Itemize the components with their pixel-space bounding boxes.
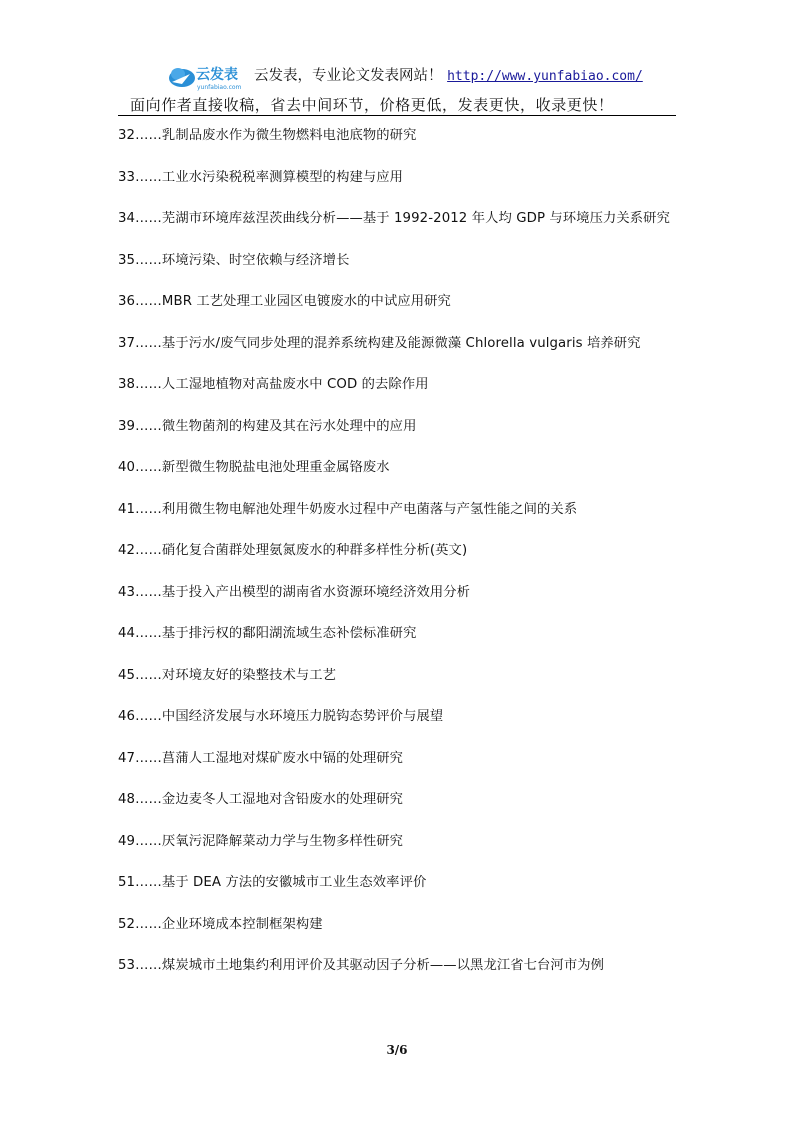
entry-title: 基于污水/废气同步处理的混养系统构建及能源微藻 Chlorella vulgaris 培养研究 bbox=[161, 335, 641, 351]
entry-number: 48 bbox=[118, 792, 136, 807]
header-url-link[interactable]: http://www.yunfabiao.com/ bbox=[447, 69, 643, 84]
entry-dots: …… bbox=[135, 418, 162, 434]
entry-title: 工业水污染税税率测算模型的构建与应用 bbox=[161, 169, 404, 185]
header-divider bbox=[118, 115, 676, 116]
entry-title: 乳制品废水作为微生物燃料电池底物的研究 bbox=[161, 128, 417, 143]
entry-dots: …… bbox=[135, 128, 162, 143]
page-number: 3/6 bbox=[386, 1043, 408, 1057]
list-item bbox=[118, 915, 680, 935]
entry-number: 40 bbox=[118, 460, 136, 475]
entry-title: 微生物菌剂的构建及其在污水处理中的应用 bbox=[161, 418, 417, 434]
list-item bbox=[118, 209, 680, 229]
entry-title: 利用微生物电解池处理牛奶废水过程中产电菌落与产氢性能之间的关系 bbox=[161, 501, 578, 517]
list-item bbox=[118, 707, 680, 727]
entry-dots: …… bbox=[135, 916, 162, 932]
entry-dots: …… bbox=[135, 169, 162, 185]
entry-number: 34 bbox=[118, 211, 136, 226]
entry-number: 49 bbox=[118, 833, 136, 849]
entry-dots: …… bbox=[135, 501, 162, 517]
entry-number: 51 bbox=[118, 875, 136, 890]
entry-number: 41 bbox=[118, 501, 136, 517]
entry-title: 人工湿地植物对高盐废水中 COD 的去除作用 bbox=[161, 377, 429, 392]
list-item bbox=[118, 873, 680, 893]
entry-dots: …… bbox=[135, 958, 162, 973]
entry-dots: …… bbox=[135, 626, 162, 641]
list-item bbox=[118, 168, 680, 188]
entry-dots: …… bbox=[135, 335, 162, 351]
entry-number: 45 bbox=[118, 667, 136, 683]
entry-dots: …… bbox=[135, 211, 162, 226]
header-tagline bbox=[254, 64, 643, 85]
entry-title: 基于 DEA 方法的安徽城市工业生态效率评价 bbox=[161, 875, 427, 890]
entry-number: 47 bbox=[118, 750, 136, 766]
list-item bbox=[118, 541, 680, 561]
entry-title: 厌氧污泥降解菜动力学与生物多样性研究 bbox=[161, 833, 404, 849]
entry-dots: …… bbox=[135, 584, 162, 600]
entry-number: 37 bbox=[118, 335, 136, 351]
list-item bbox=[118, 292, 680, 312]
svg-text:云发表: 云发表 bbox=[196, 67, 238, 83]
entry-number: 46 bbox=[118, 709, 136, 724]
list-item bbox=[118, 956, 680, 976]
entry-title: 基于投入产出模型的湖南省水资源环境经济效用分析 bbox=[161, 584, 471, 600]
entry-title: 对环境友好的染整技术与工艺 bbox=[161, 667, 337, 683]
list-item bbox=[118, 749, 680, 769]
list-item bbox=[118, 334, 680, 354]
entry-dots: …… bbox=[135, 792, 162, 807]
entry-dots: …… bbox=[135, 252, 162, 268]
entry-dots: …… bbox=[135, 833, 162, 849]
list-item bbox=[118, 832, 680, 852]
entry-number: 32 bbox=[118, 128, 136, 143]
entry-dots: …… bbox=[135, 543, 162, 558]
article-list bbox=[118, 126, 680, 998]
header-site-slogan: 云发表，专业论文发表网站！ bbox=[254, 68, 443, 84]
list-item bbox=[118, 500, 680, 520]
entry-number: 35 bbox=[118, 252, 136, 268]
header-subtitle: 面向作者直接收稿，省去中间环节，价格更低，发表更快，收录更快！ bbox=[130, 96, 614, 114]
entry-number: 43 bbox=[118, 584, 136, 600]
entry-number: 44 bbox=[118, 626, 136, 641]
entry-dots: …… bbox=[135, 377, 162, 392]
entry-number: 33 bbox=[118, 169, 136, 185]
entry-number: 42 bbox=[118, 543, 136, 558]
svg-text:yunfabiao.com: yunfabiao.com bbox=[197, 84, 242, 91]
entry-title: 环境污染、时空依赖与经济增长 bbox=[161, 252, 350, 268]
entry-dots: …… bbox=[135, 460, 162, 475]
list-item bbox=[118, 458, 680, 478]
list-item bbox=[118, 790, 680, 810]
list-item bbox=[118, 583, 680, 603]
entry-dots: …… bbox=[135, 709, 162, 724]
entry-title: 企业环境成本控制框架构建 bbox=[161, 916, 323, 932]
entry-title: 煤炭城市土地集约利用评价及其驱动因子分析——以黑龙江省七台河市为例 bbox=[161, 958, 605, 973]
list-item bbox=[118, 251, 680, 271]
entry-title: 中国经济发展与水环境压力脱钩态势评价与展望 bbox=[161, 709, 444, 724]
list-item bbox=[118, 126, 680, 146]
entry-number: 53 bbox=[118, 958, 136, 973]
entry-number: 52 bbox=[118, 916, 136, 932]
yunfabiao-logo bbox=[168, 60, 248, 92]
page-header bbox=[118, 56, 676, 116]
entry-number: 36 bbox=[118, 294, 136, 309]
entry-title: MBR 工艺处理工业园区电镀废水的中试应用研究 bbox=[161, 294, 451, 309]
entry-dots: …… bbox=[135, 667, 162, 683]
entry-title: 硝化复合菌群处理氨氮废水的种群多样性分析(英文) bbox=[161, 543, 468, 558]
entry-number: 38 bbox=[118, 377, 136, 392]
entry-title: 基于排污权的鄱阳湖流域生态补偿标准研究 bbox=[161, 626, 417, 641]
entry-title: 芜湖市环境库兹涅茨曲线分析——基于 1992-2012 年人均 GDP 与环境压力关系研究 bbox=[161, 211, 670, 226]
entry-title: 金边麦冬人工湿地对含铅废水的处理研究 bbox=[161, 792, 404, 807]
list-item bbox=[118, 417, 680, 437]
list-item bbox=[118, 666, 680, 686]
entry-title: 菖蒲人工湿地对煤矿废水中镉的处理研究 bbox=[161, 750, 404, 766]
entry-title: 新型微生物脱盐电池处理重金属铬废水 bbox=[161, 460, 390, 475]
entry-dots: …… bbox=[135, 294, 162, 309]
entry-dots: …… bbox=[135, 750, 162, 766]
entry-number: 39 bbox=[118, 418, 136, 434]
entry-dots: …… bbox=[135, 875, 162, 890]
list-item bbox=[118, 624, 680, 644]
list-item bbox=[118, 375, 680, 395]
